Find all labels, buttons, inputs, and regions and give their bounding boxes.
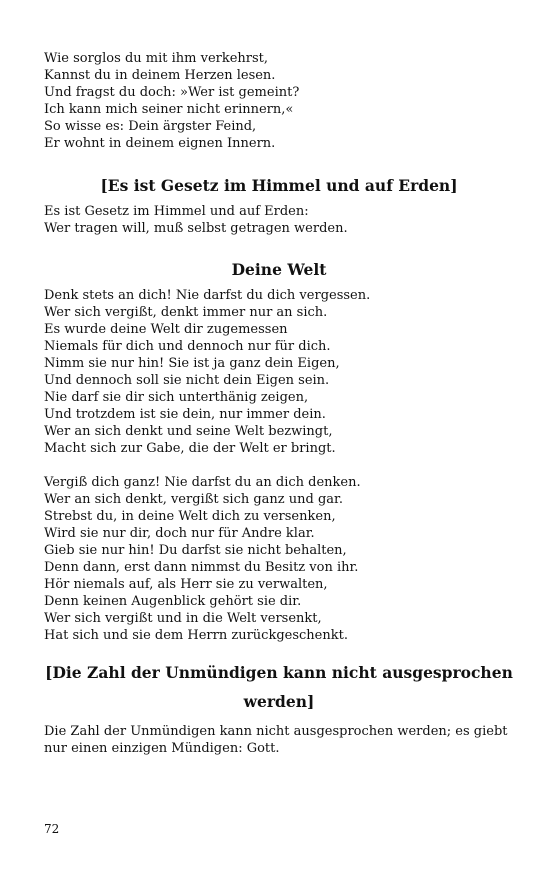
verse-line: So wisse es: Dein ärgster Feind, [44, 119, 257, 134]
verse-line: Denn dann, erst dann nimmst du Besitz von ihr. [44, 560, 359, 575]
verse-line: Wie sorglos du mit ihm verkehrst, [44, 51, 269, 66]
verse-line: Hör niemals auf, als Herr sie zu verwalten, [44, 577, 328, 592]
verse-line: Denn keinen Augenblick gehört sie dir. [44, 594, 302, 609]
verse-line: Nimm sie nur hin! Sie ist ja ganz dein Eigen, [44, 356, 340, 371]
verse-line: Nie darf sie dir sich unterthänig zeigen, [44, 390, 309, 405]
heading-line: werden] [243, 692, 315, 711]
verse-line: Vergiß dich ganz! Nie darfst du an dich denken. [44, 475, 361, 490]
verse-line: Und fragst du doch: »Wer ist gemeint? [44, 85, 300, 100]
verse-line: Wer an sich denkt und seine Welt bezwingt, [44, 424, 333, 439]
verse-line: Er wohnt in deinem eignen Innern. [44, 136, 276, 151]
verse-line: Es wurde deine Welt dir zugemessen [44, 322, 288, 337]
section-heading-gesetz: [Es ist Gesetz im Himmel und auf Erden] [100, 176, 458, 195]
stanza-break [44, 457, 514, 474]
verse-line: Wird sie nur dir, doch nur für Andre klar. [44, 526, 315, 541]
section-unmuendige-text [44, 723, 514, 757]
section-heading-deine-welt: Deine Welt [231, 260, 327, 279]
verse-line: Und dennoch soll sie nicht dein Eigen sein. [44, 373, 330, 388]
verse-line: Wer sich vergißt und in die Welt versenkt, [44, 611, 322, 626]
section-heading-unmuendige [44, 658, 514, 716]
section-gesetz-text [44, 203, 514, 237]
verse-line: Wer sich vergißt, denkt immer nur an sich. [44, 305, 328, 320]
page-number: 72 [44, 822, 60, 836]
verse-line: Und trotzdem ist sie dein, nur immer dein. [44, 407, 326, 422]
verse-line: Kannst du in deinem Herzen lesen. [44, 68, 276, 83]
verse-line: Wer an sich denkt, vergißt sich ganz und gar. [44, 492, 343, 507]
verse-line: Es ist Gesetz im Himmel und auf Erden: [44, 204, 309, 219]
poem-fragment [44, 50, 514, 152]
verse-line: Ich kann mich seiner nicht erinnern,« [44, 102, 294, 117]
verse-line: Strebst du, in deine Welt dich zu versenken, [44, 509, 336, 524]
verse-line: Niemals für dich und dennoch nur für dich. [44, 339, 331, 354]
verse-line: Wer tragen will, muß selbst getragen werden. [44, 221, 348, 236]
poem-deine-welt [44, 287, 514, 644]
verse-line: Denk stets an dich! Nie darfst du dich vergessen. [44, 288, 371, 303]
verse-line: Macht sich zur Gabe, die der Welt er bringt. [44, 441, 336, 456]
verse-line: Gieb sie nur hin! Du darfst sie nicht behalten, [44, 543, 347, 558]
verse-line: Hat sich und sie dem Herrn zurückgeschenkt. [44, 628, 348, 643]
prose-line: Die Zahl der Unmündigen kann nicht ausgesprochen werden; es giebt [44, 724, 508, 739]
heading-line: [Die Zahl der Unmündigen kann nicht ausgesprochen [45, 663, 513, 682]
prose-line: nur einen einzigen Mündigen: Gott. [44, 741, 280, 756]
